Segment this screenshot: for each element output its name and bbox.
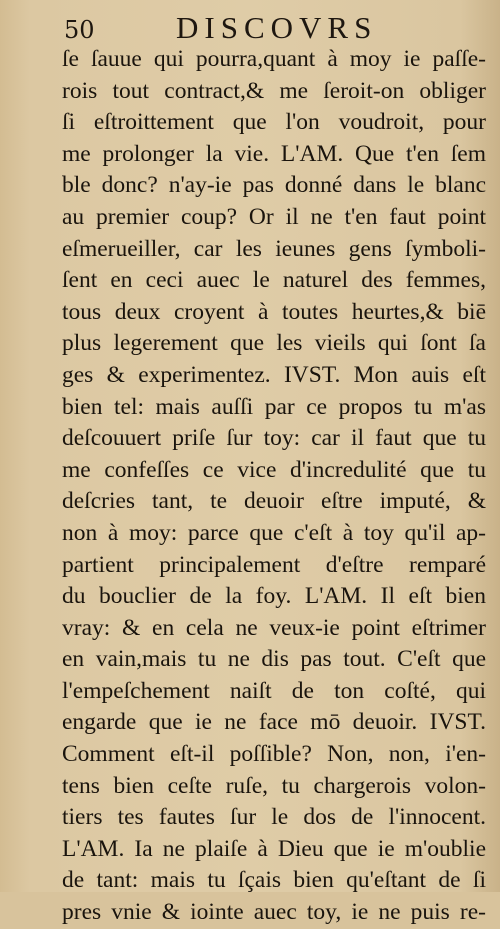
text-line: rois tout contract,& me ſeroit-on obliger (62, 77, 486, 104)
text-line: deſcouuert priſe ſur toy: car il faut que tu (62, 425, 486, 452)
text-line: ble donc? n'ay-ie pas donné dans le blanc (62, 172, 486, 199)
text-line: ſent en ceci auec le naturel des femmes, (62, 267, 486, 294)
text-line: non à moy: parce que c'eſt à toy qu'il ap- (62, 519, 486, 546)
text-line: ſe ſauue qui pourra,quant à moy ie paſſe- (62, 46, 486, 72)
text-line: du bouclier de la foy. L'AM. Il eſt bien (62, 583, 486, 610)
text-line: tens bien ceſte ruſe, tu chargerois volon- (62, 772, 486, 799)
text-line: me prolonger la vie. L'AM. Que t'en ſem (62, 140, 486, 167)
text-line: eſmerueiller, car les ieunes gens ſymboli- (62, 235, 486, 262)
text-line: au premier coup? Or il ne t'en faut point (62, 203, 486, 230)
text-line: bien tel: mais auſſi par ce propos tu m'as (62, 393, 486, 420)
text-line: plus legerement que les vieils qui ſont ſa (62, 330, 486, 357)
text-line: l'empeſchement naiſt de ton coſté, qui (62, 677, 486, 704)
page-header (0, 10, 500, 46)
body-text (62, 44, 498, 929)
text-line: partient principalement d'eſtre remparé (62, 551, 486, 578)
text-line: ſi eſtroittement que l'on voudroit, pour (62, 109, 486, 136)
text-line: tiers tes fautes ſur le dos de l'innocent. (62, 804, 486, 831)
text-line: tous deux croyent à toutes heurtes,& biē (62, 298, 486, 325)
text-line: ges & experimentez. IVST. Mon auis eſt (62, 361, 486, 388)
page-number: 50 (64, 16, 95, 44)
text-line: deſcries tant, te deuoir eſtre imputé, & (62, 488, 486, 515)
running-head: DISCOVRS (176, 10, 378, 45)
text-line: Comment eſt-il poſſible? Non, non, i'en- (62, 741, 486, 768)
text-line: pres vnie & iointe auec toy, ie ne puis re- (62, 899, 486, 926)
text-line: en vain,mais tu ne dis pas tout. C'eſt que (62, 646, 486, 673)
text-line: me confeſſes ce vice d'incredulité que tu (62, 456, 486, 483)
text-line: de tant: mais tu ſçais bien qu'eſtant de ſi (62, 867, 486, 894)
text-line: L'AM. Ia ne plaiſe à Dieu que ie m'oublie (62, 835, 486, 862)
text-line: vray: & en cela ne veux-ie point eſtrimer (62, 614, 486, 641)
text-line: engarde que ie ne face mō deuoir. IVST. (62, 709, 486, 736)
